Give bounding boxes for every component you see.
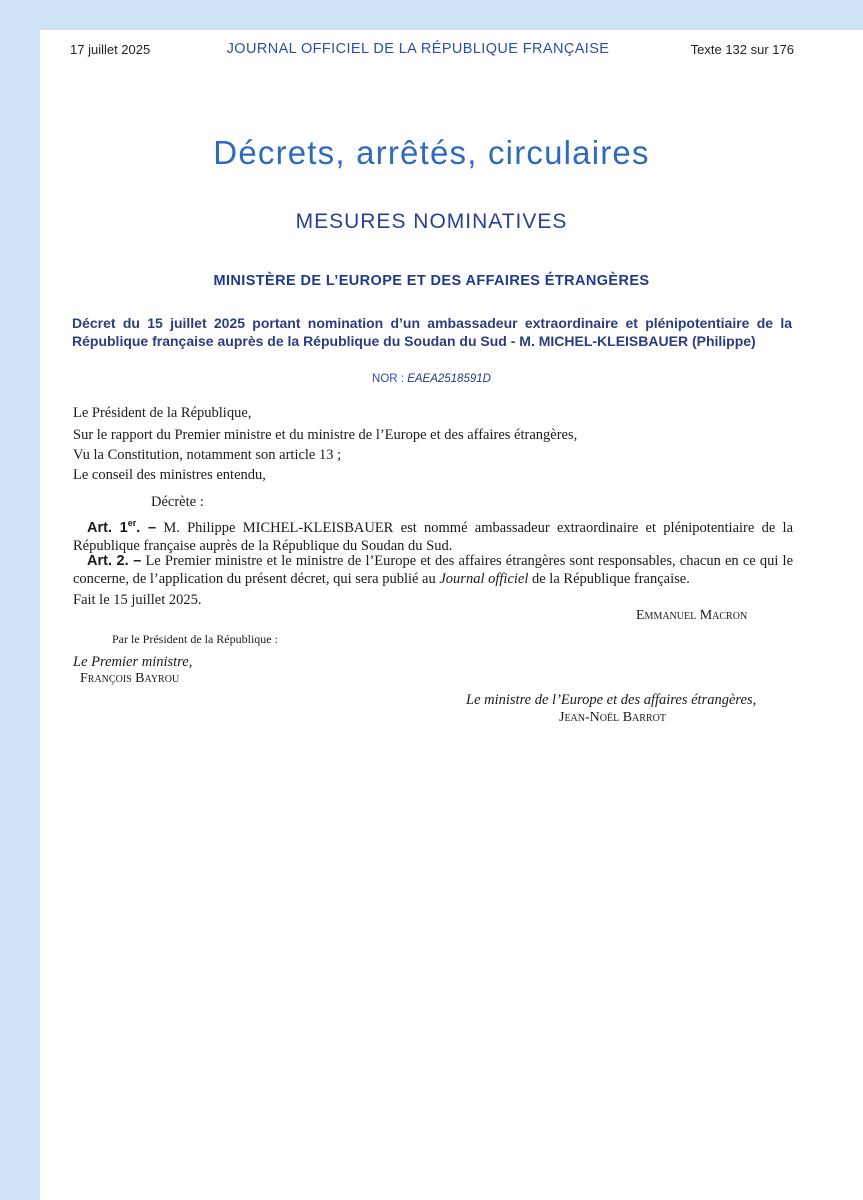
article-2-text: Le Premier ministre et le ministre de l’Europe et des affaires étrangères sont responsables, chacun en ce qui le concerne, de l’application du présent décret, qui sera publié au	[73, 553, 794, 587]
article-2	[73, 552, 793, 588]
nor-label: NOR :	[372, 373, 404, 385]
minister-title: Le ministre de l’Europe et des affaires étrangères,	[466, 692, 757, 708]
minister-name: Jean-Noël Barrot	[559, 710, 666, 725]
nor-reference	[0, 373, 863, 385]
subsection-title: MESURES NOMINATIVES	[295, 210, 568, 233]
article-1-text: M. Philippe MICHEL-KLEISBAUER est nommé ambassadeur extraordinaire et plénipotentiaire de la République française auprès de la République du Soudan du Sud.	[73, 519, 794, 554]
decree-title: Décret du 15 juillet 2025 portant nomination d’un ambassadeur extraordinaire et plénipotentiaire de la République française auprès de la République du Soudan du Sud - M. MICHEL-KLEISBAUER (Philippe)	[72, 315, 792, 349]
president-signature: Emmanuel Macron	[636, 608, 748, 623]
preamble-line: Sur le rapport du Premier ministre et du ministre de l’Europe et des affaires étrangères,	[73, 427, 578, 443]
preamble-line: Vu la Constitution, notamment son article 13 ;	[73, 447, 342, 463]
prime-minister-name: François Bayrou	[80, 671, 180, 686]
preamble-line: Le Président de la République,	[73, 405, 252, 421]
par-le-president: Par le Président de la République :	[112, 632, 278, 646]
viewer-top-margin	[0, 0, 863, 30]
section-title: Décrets, arrêtés, circulaires	[213, 134, 650, 171]
article-2-label: Art. 2. –	[87, 553, 142, 569]
publication-date: 17 juillet 2025	[70, 42, 151, 57]
article-1	[73, 514, 793, 555]
article-2-text-end: de la République française.	[532, 571, 690, 587]
text-counter: Texte 132 sur 176	[690, 42, 794, 57]
done-at: Fait le 15 juillet 2025.	[73, 592, 202, 608]
article-2-journal-officiel: Journal officiel	[439, 571, 529, 587]
ministry-title: MINISTÈRE DE L’EUROPE ET DES AFFAIRES ÉTRANGÈRES	[213, 273, 650, 289]
decrete: Décrète :	[151, 494, 204, 510]
article-1-label: Art. 1er. –	[87, 518, 157, 536]
journal-title: JOURNAL OFFICIEL DE LA RÉPUBLIQUE FRANÇAISE	[226, 41, 610, 57]
viewer-left-margin	[0, 0, 40, 1200]
preamble-line: Le conseil des ministres entendu,	[73, 467, 266, 483]
nor-code: EAEA2518591D	[407, 373, 491, 385]
prime-minister-title: Le Premier ministre,	[73, 654, 193, 670]
page-header	[42, 42, 794, 62]
